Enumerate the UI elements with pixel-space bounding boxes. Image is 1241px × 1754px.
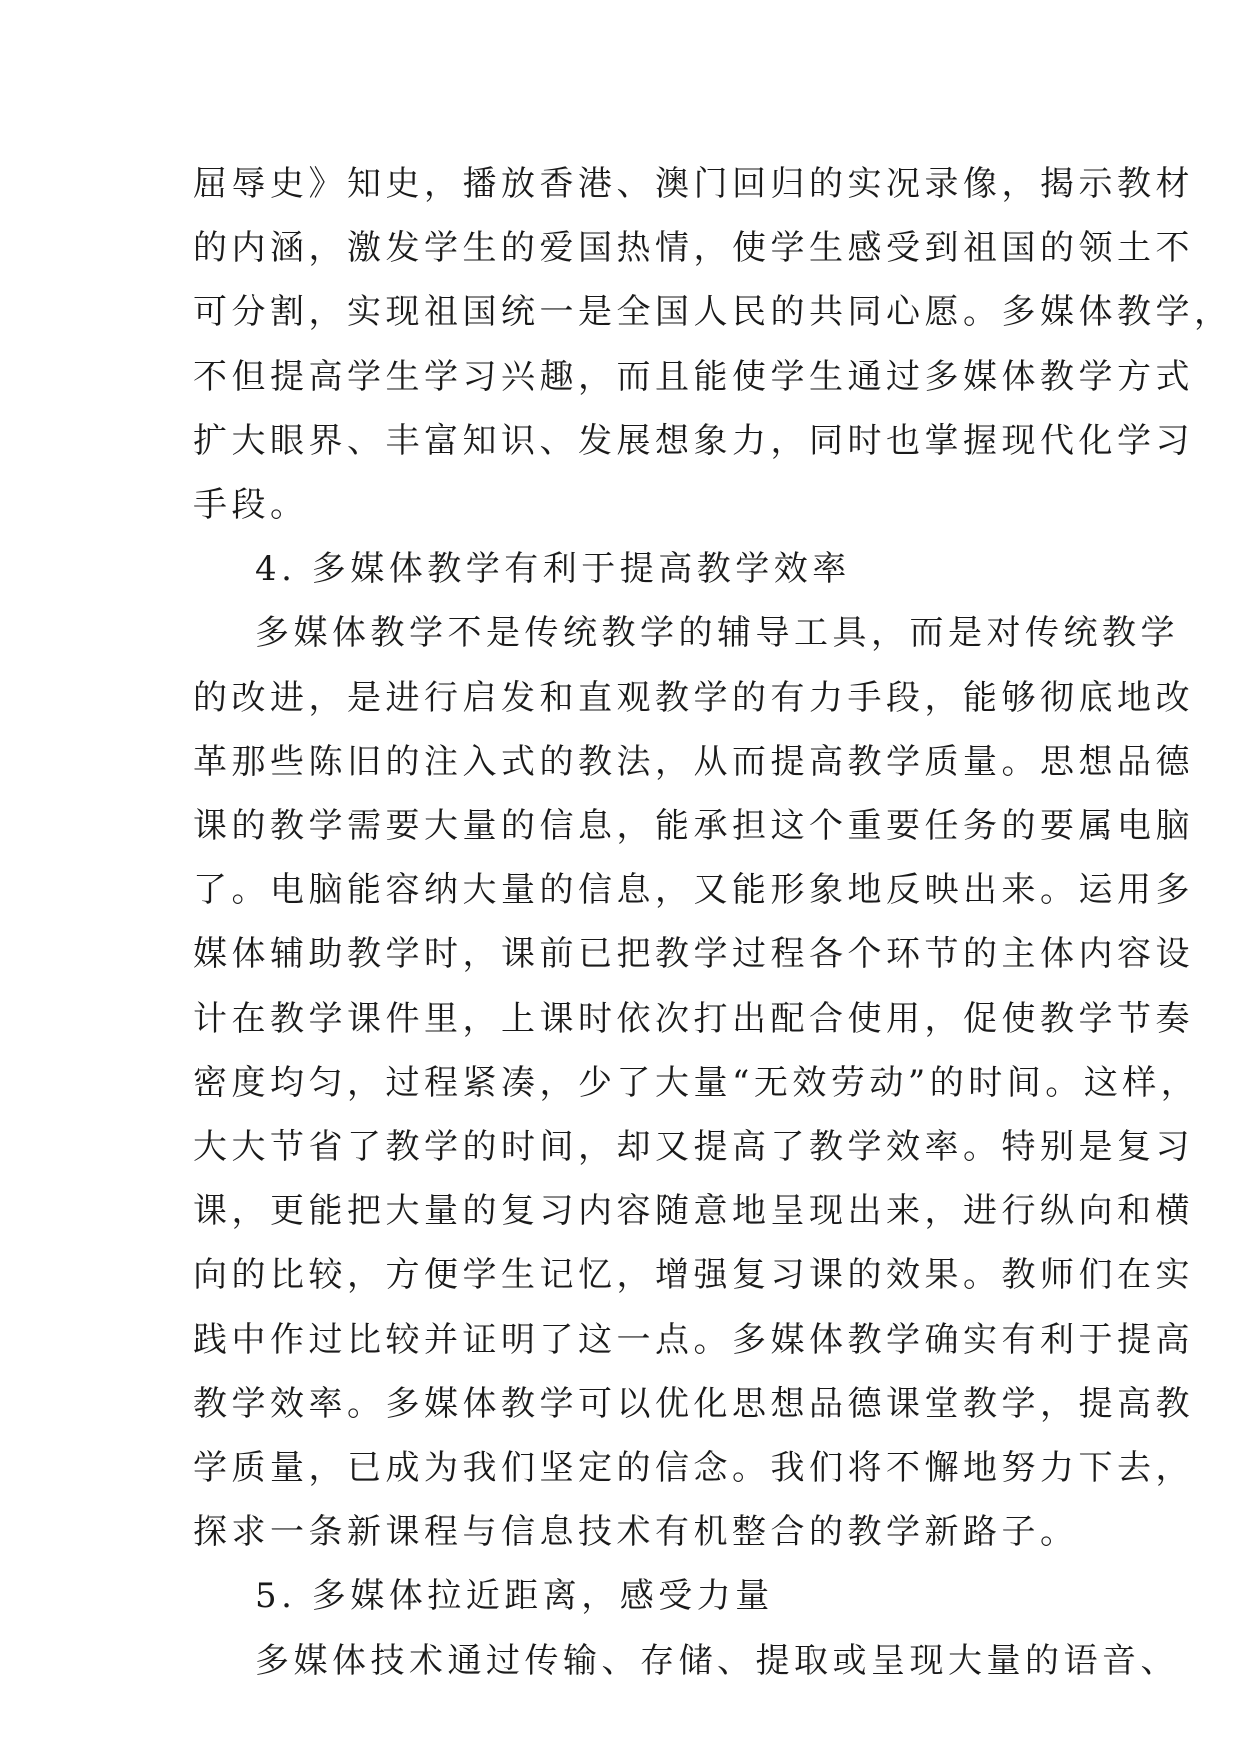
document-page [193,152,1233,1693]
text-line: 的内涵，激发学生的爱国热情，使学生感受到祖国的领土不 [193,228,1194,269]
section-title: 多媒体拉近距离，感受力量 [311,1576,774,1617]
text-line: 的改进，是进行启发和直观教学的有力手段，能够彻底地改 [193,677,1194,718]
text-line: 不但提高学生学习兴趣，而且能使学生通过多媒体教学方式 [193,356,1194,397]
text-line: 多媒体技术通过传输、存储、提取或呈现大量的语音、 [255,1640,1179,1681]
text-line: 课，更能把大量的复习内容随意地呈现出来，进行纵向和横 [193,1191,1194,1232]
text-line: 大大节省了教学的时间，却又提高了教学效率。特别是复习 [193,1127,1194,1168]
section-number: 5. [255,1576,297,1617]
text-line: 探求一条新课程与信息技术有机整合的教学新路子。 [193,1512,1079,1553]
text-line: 践中作过比较并证明了这一点。多媒体教学确实有利于提高 [193,1319,1194,1360]
text-line: 扩大眼界、丰富知识、发展想象力，同时也掌握现代化学习 [193,420,1194,461]
text-line: 可分割，实现祖国统一是全国人民的共同心愿。多媒体教学， [193,292,1233,333]
text-line: 计在教学课件里，上课时依次打出配合使用，促使教学节奏 [193,998,1194,1039]
paragraph-efficiency [193,601,1200,1564]
section-title: 多媒体教学有利于提高教学效率 [311,549,851,590]
text-line: 多媒体教学不是传统教学的辅导工具，而是对传统教学 [255,613,1179,654]
section-heading-4 [193,537,1073,601]
paragraph-multimedia-distance [193,1629,1179,1693]
text-line: 向的比较，方便学生记忆，增强复习课的效果。教师们在实 [193,1255,1194,1296]
paragraph-patriotism-continuation [193,152,1233,537]
text-line: 媒体辅助教学时，课前已把教学过程各个环节的主体内容设 [193,934,1194,975]
text-line: 教学效率。多媒体教学可以优化思想品德课堂教学，提高教 [193,1383,1194,1424]
text-line: 屈辱史》知史，播放香港、澳门回归的实况录像，揭示教材 [193,164,1194,204]
section-number: 4. [255,549,297,590]
text-line: 了。电脑能容纳大量的信息，又能形象地反映出来。运用多 [193,870,1194,911]
text-line: 密度均匀，过程紧凑，少了大量“无效劳动”的时间。这样， [193,1062,1200,1103]
text-line: 革那些陈旧的注入式的教法，从而提高教学质量。思想品德 [193,741,1194,782]
text-line: 学质量，已成为我们坚定的信念。我们将不懈地努力下去， [193,1448,1194,1489]
section-heading-5 [193,1564,1073,1628]
text-line: 课的教学需要大量的信息，能承担这个重要任务的要属电脑 [193,806,1194,847]
text-line: 手段。 [193,485,309,526]
